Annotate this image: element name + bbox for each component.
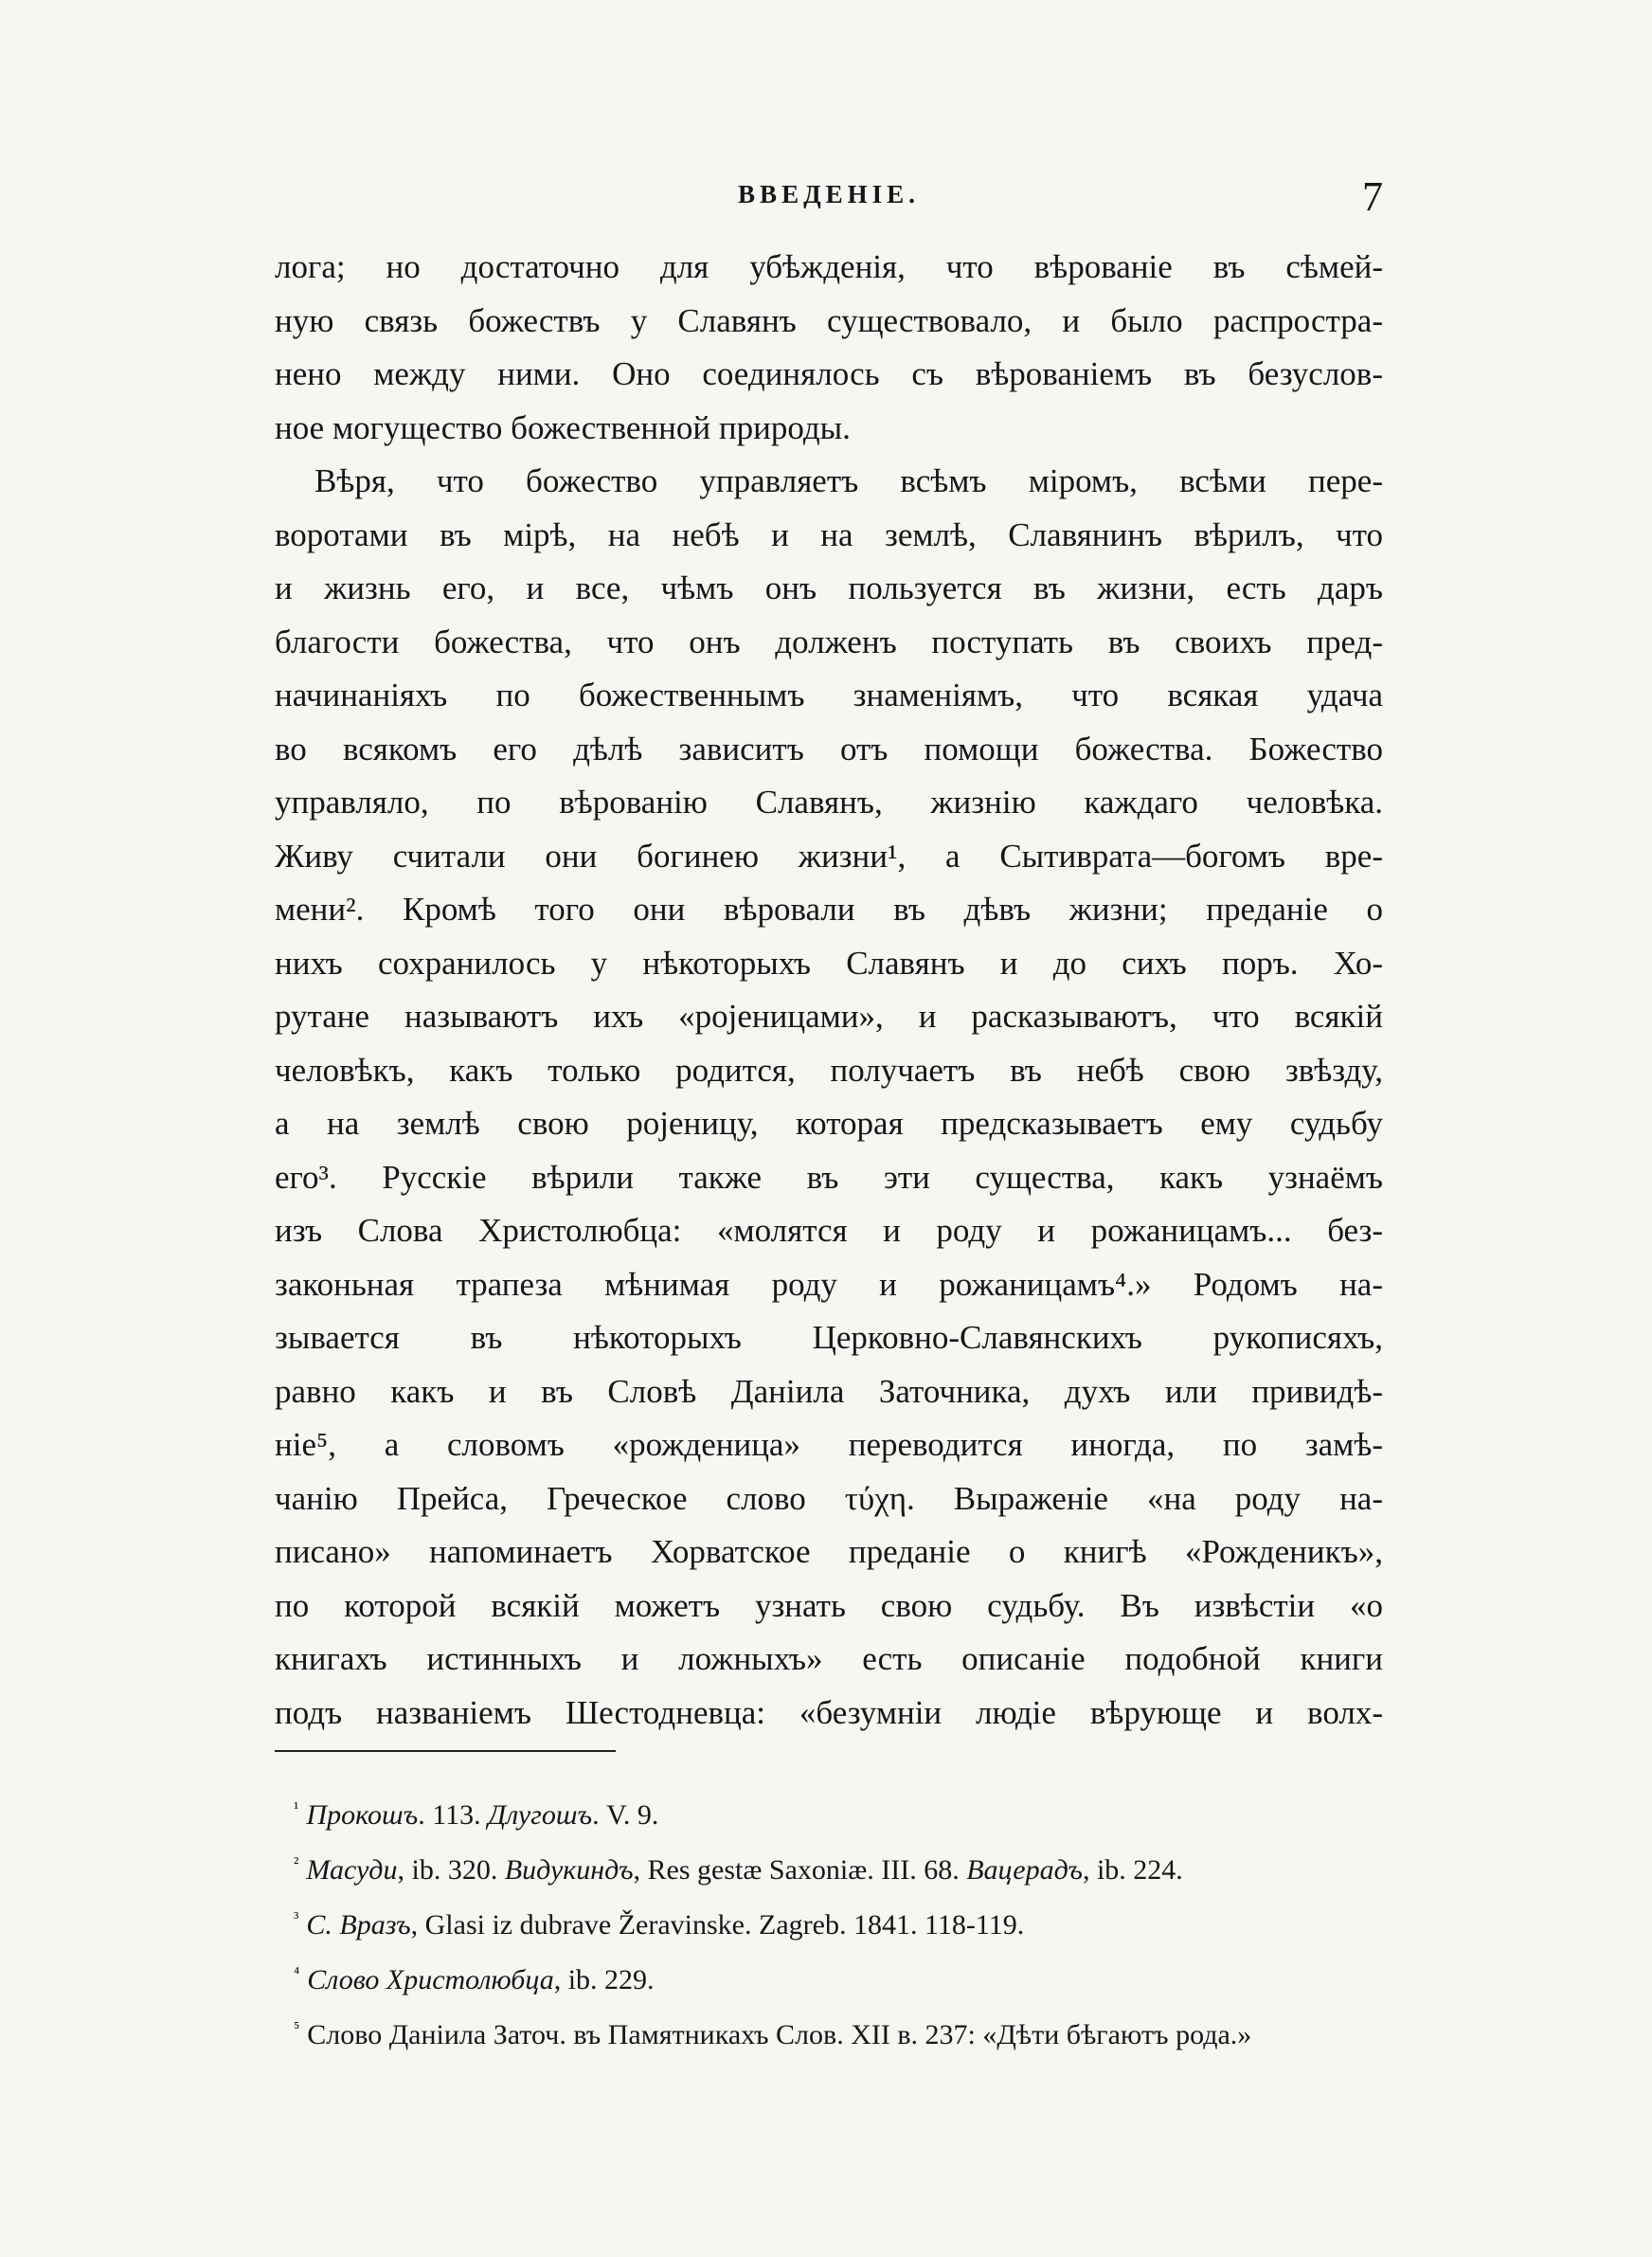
text-line: писано» напоминаетъ Хорватское преданіе о книгѣ «Рожденикъ», — [275, 1533, 1383, 1570]
page-number: 7 — [1362, 173, 1383, 220]
text-line: благости божества, что онъ долженъ поступать въ своихъ пред- — [275, 623, 1383, 660]
text-line: Живу считали они богинею жизни¹, а Сытиврата—богомъ вре- — [275, 837, 1383, 875]
footnote-text: . 113. — [418, 1799, 489, 1831]
footnote-text: Слово Даніила Заточ. въ Памятникахъ Слов. XII в. 237: «Дѣти бѣгаютъ рода.» — [307, 2019, 1252, 2050]
text-line: начинаніяхъ по божественнымъ знаменіямъ, что всякая удача — [275, 677, 1383, 713]
text-line: рутане называютъ ихъ «роjеницами», и расказываютъ, что всякій — [275, 998, 1383, 1035]
footnote — [275, 1896, 1383, 1947]
footnote-source-name: Прокошъ — [306, 1799, 419, 1831]
text-line: нихъ сохранилось у нѣкоторыхъ Славянъ и до сихъ поръ. Хо- — [275, 944, 1383, 982]
text-line: чанію Прейса, Греческое слово τύχη. Выраженіе «на роду на- — [275, 1479, 1383, 1517]
footnote-marker: ² — [294, 1853, 299, 1872]
text-line: по которой всякій можетъ узнать свою судьбу. Въ извѣстіи «о — [275, 1586, 1383, 1624]
footnote — [275, 1786, 1383, 1837]
text-line: и жизнь его, и все, чѣмъ онъ пользуется въ жизни, есть даръ — [275, 569, 1383, 606]
footnotes — [275, 1786, 1383, 2057]
footnote-marker: ³ — [294, 1908, 299, 1927]
running-head — [275, 172, 1383, 239]
text-line: законьная трапеза мѣнимая роду и рожаницамъ⁴.» Родомъ на- — [275, 1265, 1383, 1303]
body-text — [275, 241, 1383, 1740]
text-line: управляло, по вѣрованію Славянъ, жизнію каждаго человѣка. — [275, 784, 1383, 821]
footnote-text: , Res gestæ Saxoniæ. III. 68. — [633, 1854, 967, 1886]
running-head-title: ВВЕДЕНІЕ. — [738, 180, 920, 208]
text-line: мени². Кромѣ того они вѣровали въ дѣвъ жизни; преданіе о — [275, 891, 1383, 928]
text-line: равно какъ и въ Словѣ Даніила Заточника, духъ или привидѣ- — [275, 1372, 1383, 1410]
text-line: нено между ними. Оно соединялось съ вѣрованіемъ въ безуслов- — [275, 355, 1383, 392]
footnote — [275, 1841, 1383, 1892]
footnote-source-name: Слово Христолюбца — [307, 1964, 554, 1995]
footnote-marker: ¹ — [294, 1798, 299, 1817]
text-line: ное могущество божественной природы. — [275, 408, 851, 446]
footnote-separator — [275, 1750, 616, 1752]
footnote-source-name: Вацерадъ — [966, 1854, 1083, 1886]
text-line: подъ названіемъ Шестодневца: «безумніи людіе вѣрующе и волх- — [275, 1693, 1383, 1731]
text-line: Вѣря, что божество управляетъ всѣмъ міромъ, всѣми пере- — [314, 462, 1383, 499]
text-line: лога; но достаточно для убѣжденія, что вѣрованіе въ сѣмей- — [275, 248, 1383, 285]
footnote — [275, 1951, 1383, 2002]
footnote-marker: ⁴ — [294, 1963, 300, 1982]
footnote — [275, 2006, 1383, 2057]
text-line: зывается въ нѣкоторыхъ Церковно-Славянскихъ рукописяхъ, — [275, 1319, 1383, 1356]
footnote-source-name: Видукиндъ — [504, 1854, 634, 1886]
footnote-source-name: С. Вразъ — [306, 1909, 411, 1941]
text-line: его³. Русскіе вѣрили также въ эти существа, какъ узнаёмъ — [275, 1158, 1383, 1196]
footnote-source-name: Масуди — [306, 1854, 398, 1886]
text-line: ніе⁵, а словомъ «рожденица» переводится иногда, по замѣ- — [275, 1426, 1383, 1463]
footnote-text: , ib. 229. — [553, 1964, 655, 1995]
footnote-text: , ib. 320. — [397, 1854, 505, 1886]
text-line: книгахъ истинныхъ и ложныхъ» есть описаніе подобной книги — [275, 1640, 1383, 1677]
text-line: человѣкъ, какъ только родится, получаетъ въ небѣ свою звѣзду, — [275, 1051, 1383, 1089]
footnote-marker: ⁵ — [294, 2018, 300, 2037]
text-line: а на землѣ свою роjеницу, которая предсказываетъ ему судьбу — [275, 1105, 1383, 1142]
text-line: во всякомъ его дѣлѣ зависитъ отъ помощи божества. Божество — [275, 730, 1383, 767]
footnote-text: , Glasi iz dubrave Žeravinske. Zagreb. 1841. 118-119. — [410, 1909, 1025, 1941]
text-line: воротами въ мірѣ, на небѣ и на землѣ, Славянинъ вѣрилъ, что — [275, 515, 1383, 553]
footnote-text: . V. 9. — [592, 1799, 659, 1831]
text-line: ную связь божествъ у Славянъ существовало, и было распростра- — [275, 301, 1383, 339]
text-line: изъ Слова Христолюбца: «молятся и роду и рожаницамъ... без- — [275, 1212, 1383, 1249]
footnote-text: , ib. 224. — [1082, 1854, 1183, 1886]
footnote-source-name: Длугошъ — [488, 1799, 593, 1831]
